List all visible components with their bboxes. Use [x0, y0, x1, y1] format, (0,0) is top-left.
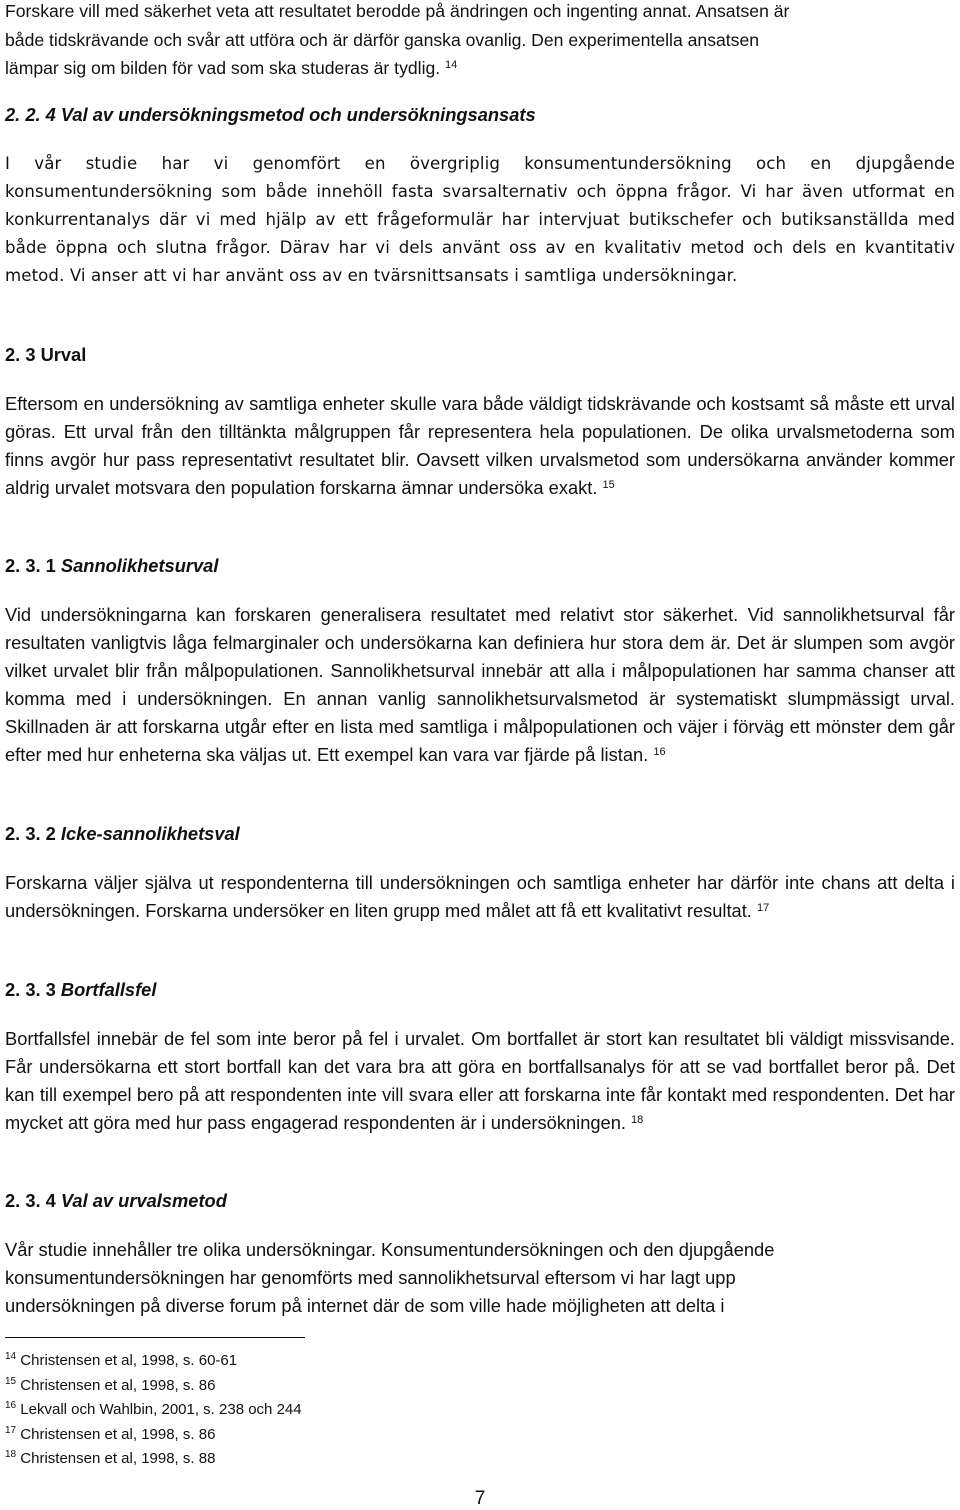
footnote-14 — [5, 1349, 605, 1374]
section-heading-2-3: 2. 3 Urval — [5, 344, 87, 365]
footnotes — [5, 1349, 605, 1472]
footnote-number: 14 — [5, 1351, 17, 1362]
section-number-2-3-1: 2. 3. 1 — [5, 555, 56, 576]
footnote-16 — [5, 1398, 605, 1423]
footnote-separator — [5, 1337, 305, 1338]
footnote-text: Christensen et al, 1998, s. 88 — [20, 1450, 216, 1467]
page-number: 7 — [474, 1488, 486, 1509]
footnote-17 — [5, 1423, 605, 1448]
footnote-text: Christensen et al, 1998, s. 86 — [20, 1376, 216, 1394]
section-number-2-3-2: 2. 3. 2 — [5, 823, 56, 844]
footnote-15 — [5, 1374, 605, 1399]
section-heading-2-2-4-text: 2. 2. 4 Val av undersökningsmetod och undersökningsansats — [5, 104, 536, 125]
section-2-3-4-line-3: undersökningen på diverse forum på internet där de som ville hade möjligheten att delta i — [5, 1295, 725, 1316]
section-title-2-3-2: Icke-sannolikhetsval — [60, 823, 240, 844]
footnote-number: 15 — [5, 1375, 17, 1387]
section-heading-2-3-1 — [5, 552, 218, 580]
section-number-2-3-3: 2. 3. 3 — [5, 979, 56, 1000]
footnote-text: Christensen et al, 1998, s. 86 — [20, 1425, 216, 1443]
intro-line-2: både tidskrävande och svår att utföra och är därför ganska ovanlig. Den experimentella ansatsen — [5, 29, 760, 50]
section-2-3-4-line-2: konsumentundersökningen har genomförts med sannolikhetsurval eftersom vi har lagt upp — [5, 1267, 736, 1288]
footnote-text: Lekvall och Wahlbin, 2001, s. 238 och 244 — [20, 1401, 302, 1418]
section-2-3-body — [5, 390, 955, 502]
section-2-2-4-body: I vår studie har vi genomfört en övergriplig konsumentundersökning och en djupgående konsumentundersökning som både innehöll fasta svarsalternativ och öppna frågor. Vi har även utformat en konkurrentanalys där vi med hjälp av ett frågeformulär har intervjuat butikschefer och butiksanställda med både öppna och slutna frågor. Därav har vi dels använt oss av en kvalitativ metod och dels en kvantitativ metod. Vi anser att vi har använt oss av en tvärsnittsansats i samtliga undersökningar. — [5, 154, 955, 285]
section-2-3-4-body — [5, 1236, 955, 1320]
footnote-ref-15[interactable]: 15 — [602, 479, 615, 491]
footnote-ref-14[interactable]: 14 — [445, 59, 458, 71]
section-heading-2-3-2 — [5, 820, 240, 848]
section-number-2-3-4: 2. 3. 4 — [5, 1190, 56, 1211]
section-2-3-2-body — [5, 869, 955, 925]
footnote-ref-16[interactable]: 16 — [653, 746, 666, 758]
section-title-2-3-1: Sannolikhetsurval — [60, 555, 219, 576]
section-2-3-4-line-1: Vår studie innehåller tre olika undersökningar. Konsumentundersökningen och den djupgående — [5, 1239, 775, 1260]
footnote-text: Christensen et al, 1998, s. 60-61 — [20, 1352, 238, 1369]
footnote-18 — [5, 1447, 605, 1472]
section-heading-2-3-3 — [5, 976, 156, 1004]
section-heading-2-3-4 — [5, 1187, 227, 1215]
footnote-ref-18[interactable]: 18 — [631, 1114, 644, 1126]
section-title-2-3-4: Val av urvalsmetod — [60, 1190, 227, 1211]
section-2-3-2-text: Forskarna väljer själva ut respondenterna till undersökningen och samtliga enheter har därför inte chans att delta i undersökningen. Forskarna undersöker en liten grupp med målet att få ett kvalitativt resultat. — [5, 872, 955, 921]
section-heading-2-2-4 — [5, 101, 536, 129]
intro-paragraph — [5, 0, 955, 83]
footnote-ref-17[interactable]: 17 — [756, 902, 770, 914]
footnote-number: 17 — [5, 1424, 17, 1436]
section-2-3-text: Eftersom en undersökning av samtliga enheter skulle vara både väldigt tidskrävande och kostsamt så måste ett urval göras. Ett urval från den tilltänkta målgruppen får representera hela populationen. De olika urvalsmetoderna som finns avgör hur pass representativt resultatet blir. Oavsett vilken urvalsmetod som undersökarna använder kommer aldrig urvalet motsvara den population forskarna ämnar undersöka exakt. — [5, 393, 955, 498]
section-2-3-3-body — [5, 1025, 955, 1137]
intro-line-3: lämpar sig om bilden för vad som ska studeras är tydlig. — [5, 58, 441, 78]
intro-line-1: Forskare vill med säkerhet veta att resultatet berodde på ändringen och ingenting annat. Ansatsen är — [5, 1, 790, 21]
footnote-number: 18 — [5, 1449, 17, 1460]
section-2-3-1-text: Vid undersökningarna kan forskaren generalisera resultatet med relativt stor säkerhet. Vid sannolikhetsurval får resultaten vanligtvis låga felmarginaler och undersökarna kan definiera hur stora dem är. Det är slumpen som avgör vilket urvalet blir från målpopulationen. Sannolikhetsurval innebär att alla i målpopulationen har samma chanser att komma med i undersökningen. En annan vanlig sannolikhetsurvalsmetod är systematiskt slumpmässigt urval. Skillnaden är att forskarna utgår efter en lista med samtliga i målpopulationen och väjer i förväg ett mönster dem går efter med hur enheterna ska väljas ut. Ett exempel kan vara var fjärde på listan. — [5, 604, 955, 765]
section-2-3-3-text: Bortfallsfel innebär de fel som inte beror på fel i urvalet. Om bortfallet är stort kan resultatet bli väldigt missvisande. Får undersökarna ett stort bortfall kan det vara bra att göra en bortfallsanalys för att se vad bortfallet beror på. Det kan till exempel bero på att respondenten inte vill svara eller att forskarna inte får kontakt med respondenten. Det har mycket att göra med hur pass engagerad respondenten är i undersökningen. — [5, 1028, 955, 1133]
section-title-2-3-3: Bortfallsfel — [60, 979, 157, 1000]
section-2-3-1-body — [5, 601, 955, 769]
footnote-number: 16 — [5, 1400, 17, 1411]
